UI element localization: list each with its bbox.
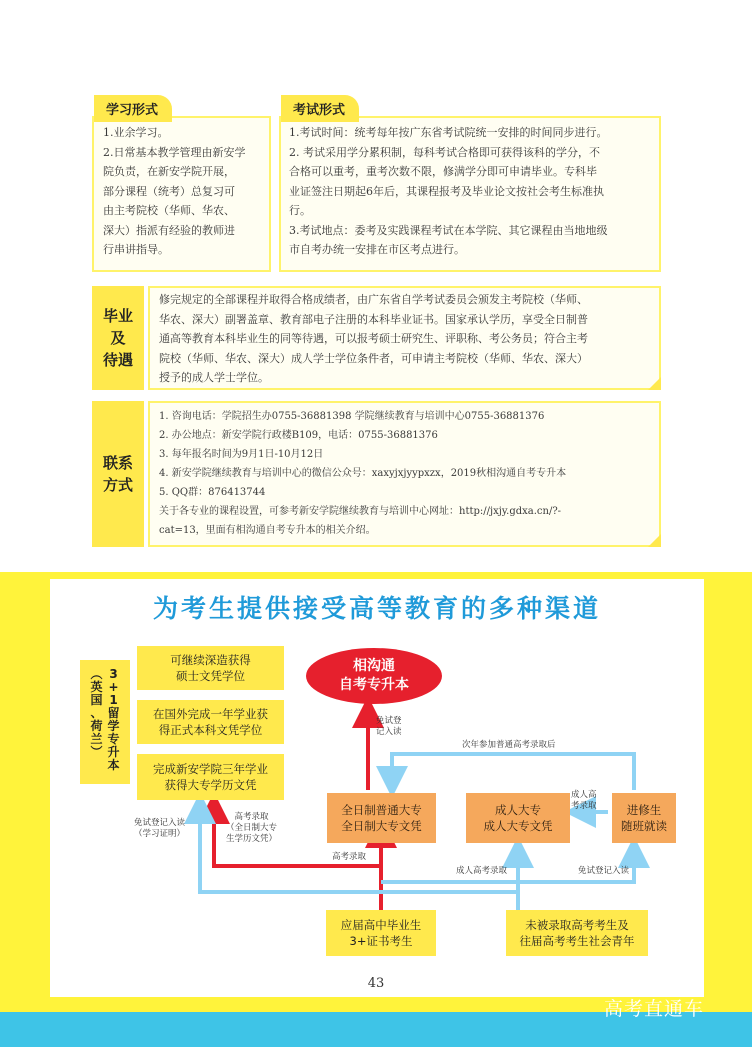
- note-exempt-left: [134, 818, 185, 840]
- fulltime-line: 全日制大专文凭: [341, 819, 422, 833]
- vlabel-char: 、: [90, 706, 103, 720]
- chart-headline: 为考生提供接受高等教育的多种渠道: [152, 594, 601, 623]
- vlabel-char: 1: [109, 693, 118, 707]
- graduation-label-line: 毕业: [102, 307, 133, 325]
- contact-line: 2. 办公地点：新安学院行政楼B109，电话：0755-36881376: [159, 430, 438, 441]
- uk-netherlands-3plus1-label: [80, 660, 130, 784]
- graduation-line: 修完规定的全部课程并取得合格成绩者，由广东省自学考试委员会颁发主考院校（华师、: [159, 293, 588, 306]
- cloud-line: 相沟通: [353, 658, 395, 674]
- note-adult-exam-side: [571, 790, 597, 812]
- note-line: 免试登: [376, 716, 402, 726]
- contact-url-line: 关于各专业的课程设置，可参考新安学院继续教育与培训中心网址：http://jxjy.gdxa.cn/?-: [159, 506, 562, 517]
- exam-form-line: 2. 考试采用学分累积制，每科考试合格即可获得该科的学分，不: [289, 145, 600, 159]
- college-line: 完成新安学院三年学业: [153, 762, 268, 776]
- contact-line: 5. QQ群：876413744: [159, 487, 266, 498]
- cloud-line: 自考专升本: [339, 677, 409, 693]
- graduation-line: 院校（华师、华农、深大）成人学士学位条件者，可申请主考院校（华师、华农、深大）: [159, 351, 588, 365]
- blue-arrow-youth-to-advanced: [518, 852, 634, 910]
- advanced-student-box: [612, 793, 676, 843]
- advanced-line: 随班就读: [621, 819, 667, 833]
- note-gaokao: 高考录取: [332, 852, 367, 862]
- fulltime-college-box: [327, 793, 436, 843]
- overseas-line: 在国外完成一年学业获: [153, 707, 268, 721]
- blue-arrow-advanced-to-fulltime: [392, 754, 634, 790]
- overseas-line: 得正式本科文凭学位: [158, 723, 263, 737]
- study-form-title: 学习形式: [94, 95, 172, 122]
- note-next-year: 次年参加普通高考录取后: [462, 740, 556, 750]
- study-form-line: 1.业余学习。: [103, 126, 169, 139]
- contact-url-line: cat=13，里面有相沟通自考专升本的相关介绍。: [159, 525, 376, 536]
- vlabel-char: 兰: [90, 732, 103, 746]
- vlabel-char: 荷: [90, 719, 103, 733]
- note-gaokao-fulltime: [226, 812, 277, 845]
- study-form-line: 深大）指派有经验的教师进: [103, 223, 235, 237]
- note-line: 考录取: [571, 801, 597, 811]
- adult-college-box: [466, 793, 570, 843]
- adult-line: 成人大专: [495, 803, 541, 817]
- youth-line: 未被录取高考考生及: [525, 918, 629, 932]
- exam-form-title: 考试形式: [281, 95, 359, 122]
- masters-line: 硕士文凭学位: [176, 669, 245, 683]
- vlabel-char: 留: [107, 706, 120, 720]
- fulltime-line: 全日制普通大专: [341, 803, 422, 817]
- note-adult-exam: 成人高考录取: [456, 866, 508, 876]
- vlabel-char: 本: [107, 758, 120, 772]
- contact-line: 4. 新安学院继续教育与培训中心的微信公众号：xaxyjxjyypxzx，2019秋相沟通自考专升本: [159, 468, 567, 479]
- note-exempt-top: [376, 716, 402, 738]
- study-form-line: 由主考院校（华师、华农、: [103, 204, 235, 217]
- exam-form-line: 合格可以重考，重考次数不限，修满学分即可申请毕业。专科毕: [289, 165, 597, 178]
- contact-line: 3. 每年报名时间为9月1日-10月12日: [159, 449, 324, 460]
- note-line: 生学历文凭）: [226, 834, 278, 844]
- note-line: （全日制大专: [226, 823, 278, 833]
- graduation-label-line: 及: [110, 329, 126, 347]
- vlabel-paren-open: ︵: [90, 667, 103, 681]
- vlabel-char: 国: [90, 693, 103, 707]
- contact-label-line: 联系: [102, 454, 133, 472]
- masters-degree-box: [137, 646, 284, 690]
- self-exam-upgrade-cloud: [306, 648, 442, 704]
- contact-label-line: 方式: [102, 476, 133, 494]
- vlabel-char: 专: [107, 732, 120, 746]
- exam-form-line: 市自考办统一安排在市区考点进行。: [289, 243, 465, 256]
- watermark: 高考直通车: [604, 998, 705, 1020]
- study-form-line: 部分课程（统考）总复习可: [103, 184, 235, 198]
- graduation-line: 授予的成人学士学位。: [159, 371, 269, 384]
- vlabel-char: 升: [107, 745, 120, 759]
- study-form-line: 院负责，在新安学院开展，: [103, 165, 235, 178]
- advanced-line: 进修生: [626, 803, 662, 817]
- hs-line: 3+证书考生: [349, 934, 413, 948]
- graduation-line: 通高等教育本科毕业生的同等待遇，可以报考硕士研究生、评职称、考公务员；符合主考: [159, 332, 588, 345]
- exam-form-line: 业证签注日期起6年后，其课程报考及毕业论文按社会考生标准执: [289, 184, 604, 198]
- exam-form-line: 行。: [289, 204, 311, 217]
- study-form-line: 2.日常基本教学管理由新安学: [103, 145, 246, 159]
- contact-line: 1. 咨询电话：学院招生办0755-36881398 学院继续教育与培训中心0755-36881376: [159, 411, 545, 422]
- hs-line: 应届高中毕业生: [340, 918, 422, 932]
- college-diploma-box: [137, 754, 284, 800]
- overseas-bachelor-box: [137, 700, 284, 744]
- high-school-grad-box: [326, 910, 436, 956]
- note-line: 记入读: [376, 727, 402, 737]
- exam-form-line: 3.考试地点：委考及实践课程考试在本学院、其它课程由当地地级: [289, 223, 608, 237]
- vlabel-char: 学: [107, 719, 120, 733]
- adult-line: 成人大专文凭: [483, 819, 553, 833]
- masters-line: 可继续深造获得: [170, 653, 251, 667]
- vlabel-char: 3: [109, 667, 118, 681]
- note-line: （学习证明）: [134, 829, 186, 839]
- note-line: 免试登记入读: [134, 818, 186, 828]
- note-line: 成人高: [571, 790, 597, 800]
- vlabel-paren-close: ︶: [90, 745, 103, 759]
- graduation-line: 华农、深大）副署盖章、教育部电子注册的本科毕业证书。国家承认学历，享受全日制普: [159, 312, 588, 326]
- college-line: 获得大专学历文凭: [164, 778, 257, 792]
- note-exempt-right: 免试登记入读: [578, 866, 630, 876]
- page-number: 43: [367, 976, 385, 991]
- note-line: 高考录取: [234, 812, 269, 822]
- vlabel-char: +: [108, 680, 119, 694]
- vlabel-char: 英: [90, 680, 103, 694]
- unadmitted-youth-box: [506, 910, 648, 956]
- exam-form-line: 1.考试时间：统考每年按广东省考试院统一安排的时间同步进行。: [289, 126, 608, 139]
- study-form-line: 行串讲指导。: [103, 243, 169, 256]
- youth-line: 往届高考考生社会青年: [519, 934, 635, 948]
- graduation-label-line: 待遇: [102, 351, 133, 369]
